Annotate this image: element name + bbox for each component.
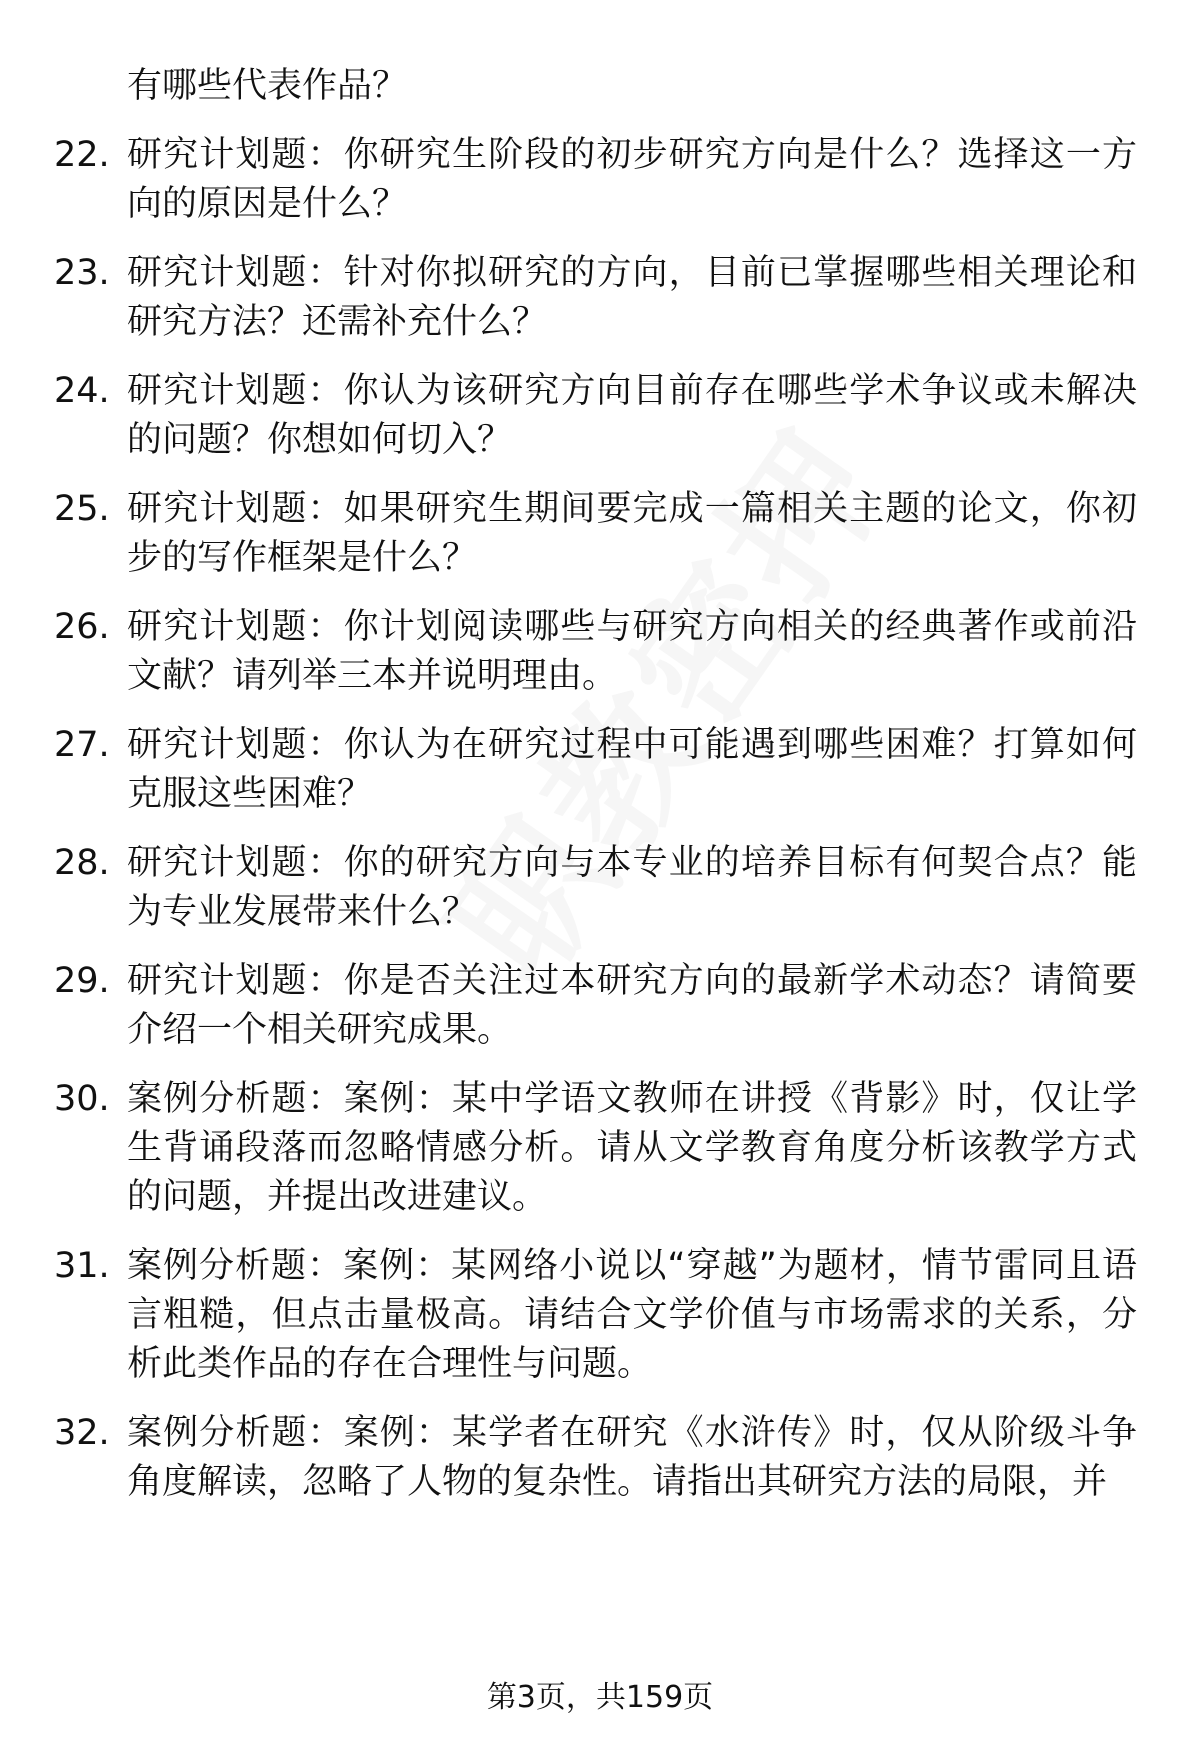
question-text: 研究计划题：你研究生阶段的初步研究方向是什么？选择这一方向的原因是什么？: [127, 135, 1137, 224]
question-text: 案例分析题：案例：某学者在研究《水浒传》时，仅从阶级斗争角度解读，忽略了人物的复杂性。请指出其研究方法的局限，并: [127, 1413, 1137, 1502]
question-number: 29.: [54, 961, 110, 1001]
question-number: 22.: [54, 135, 110, 175]
question-number: 24.: [54, 371, 110, 411]
question-text: 案例分析题：案例：某网络小说以“穿越”为题材，情节雷同且语言粗糙，但点击量极高。请结合文学价值与市场需求的关系，分析此类作品的存在合理性与问题。: [127, 1246, 1137, 1384]
question-number: 30.: [54, 1079, 110, 1119]
page-footer: 第3页，共159页: [486, 1680, 714, 1715]
question-text: 研究计划题：你计划阅读哪些与研究方向相关的经典著作或前沿文献？请列举三本并说明理由。: [127, 607, 1137, 696]
question-text: 研究计划题：你的研究方向与本专业的培养目标有何契合点？能为专业发展带来什么？: [127, 843, 1137, 932]
question-number: 25.: [54, 489, 110, 529]
question-text: 研究计划题：如果研究生期间要完成一篇相关主题的论文，你初步的写作框架是什么？: [127, 489, 1137, 578]
continuation-text: 有哪些代表作品？: [127, 66, 408, 106]
question-number: 23.: [54, 253, 110, 293]
question-text: 研究计划题：你认为在研究过程中可能遇到哪些困难？打算如何克服这些困难？: [127, 725, 1137, 814]
question-number: 31.: [54, 1246, 110, 1286]
question-text: 研究计划题：你认为该研究方向目前存在哪些学术争议或未解决的问题？你想如何切入？: [127, 371, 1137, 460]
question-number: 28.: [54, 843, 110, 883]
question-text: 研究计划题：针对你拟研究的方向，目前已掌握哪些相关理论和研究方法？还需补充什么？: [127, 253, 1137, 342]
question-number: 32.: [54, 1413, 110, 1453]
question-number: 26.: [54, 607, 110, 647]
question-text: 案例分析题：案例：某中学语文教师在讲授《背影》时，仅让学生背诵段落而忽略情感分析。请从文学教育角度分析该教学方式的问题，并提出改进建议。: [127, 1079, 1137, 1217]
question-text: 研究计划题：你是否关注过本研究方向的最新学术动态？请简要介绍一个相关研究成果。: [127, 961, 1137, 1050]
question-number: 27.: [54, 725, 110, 765]
